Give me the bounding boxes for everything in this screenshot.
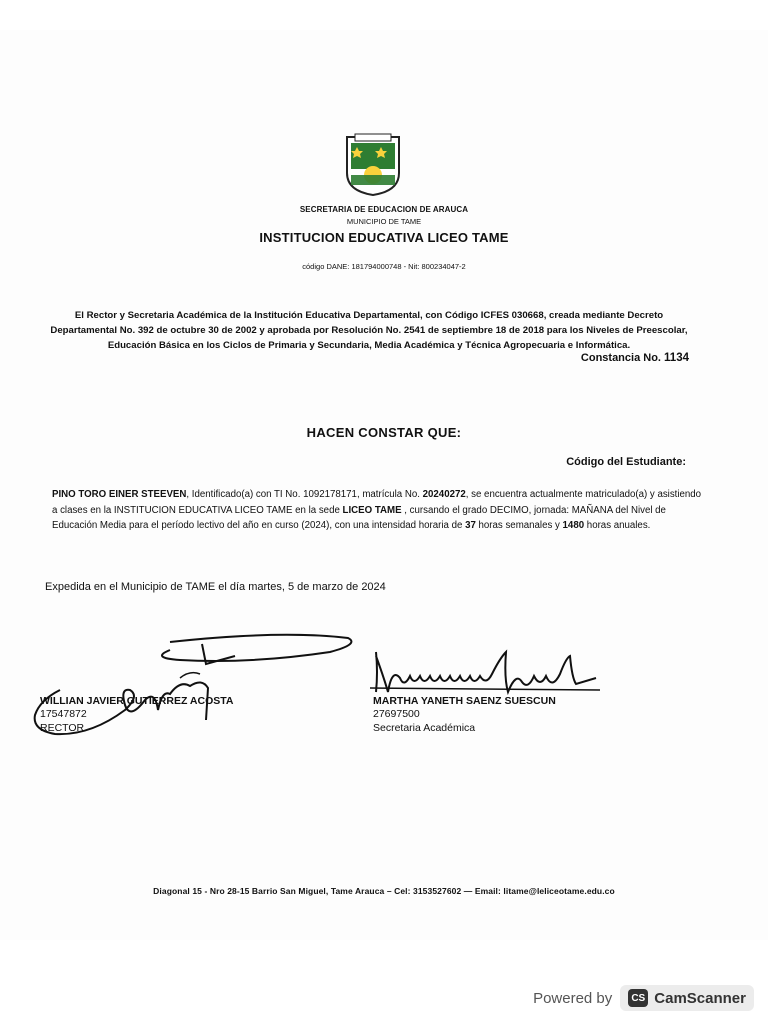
header-secretaria: SECRETARIA DE EDUCACION DE ARAUCA bbox=[299, 205, 469, 214]
camscanner-badge bbox=[620, 985, 754, 1011]
secretaria-id: 27697500 bbox=[373, 708, 420, 720]
rector-role: RECTOR bbox=[40, 722, 85, 734]
weekly-hours: 37 bbox=[465, 520, 476, 531]
constancia-label: Constancia No. bbox=[580, 352, 661, 364]
secretaria-name: MARTHA YANETH SAENZ SUESCUN bbox=[373, 695, 556, 707]
constancia-value: 1134 bbox=[664, 352, 689, 364]
constancia-number bbox=[581, 352, 689, 364]
intro-paragraph: El Rector y Secretaria Académica de la Institución Educativa Departamental, con Código ICFES 030668, creada mediante Decreto Departamental No. 392 de octubre 30 de 2002 y aprobada por Resolución No. 2541 de septiembre 18 de 2018 para los Niveles de Preescolar, Educación Básica en los Ciclos de Primaria y Secundaria, Media Académica y Técnica Agropecuaria e Informática. bbox=[50, 310, 688, 351]
student-code-label: Código del Estudiante: bbox=[566, 456, 686, 468]
certification-body bbox=[52, 487, 702, 534]
matricula-number: 20240272 bbox=[422, 489, 466, 500]
institution-title: INSTITUCION EDUCATIVA LICEO TAME bbox=[259, 230, 509, 245]
issue-date-line: Expedida en el Municipio de TAME el día martes, 5 de marzo de 2024 bbox=[45, 581, 386, 593]
body-part2: , se encuentra actualmente matriculado(a) y asistiendo a clases en la INSTITUCION EDUCATIVA LICEO TAME en la sede bbox=[52, 489, 702, 516]
document-page bbox=[0, 30, 768, 940]
hacen-constar-heading: HACEN CONSTAR QUE: bbox=[306, 425, 462, 440]
header-municipio: MUNICIPIO DE TAME bbox=[346, 217, 422, 226]
rector-name: WILLIAN JAVIER GUTIERREZ ACOSTA bbox=[40, 695, 234, 707]
body-part1: , Identificado(a) con TI No. 1092178171, matrícula No. bbox=[186, 489, 423, 500]
powered-by-label: Powered by bbox=[533, 989, 613, 1007]
body-part3: , cursando el grado DECIMO, jornada: MAÑANA del Nivel de Educación Media para el período lectivo del año en curso (2024), con una intensidad horaria de bbox=[52, 504, 666, 531]
dane-nit-codes: código DANE: 181794000748 - Nit: 800234047-2 bbox=[302, 262, 466, 271]
rector-signature-block bbox=[40, 695, 233, 735]
annual-hours: 1480 bbox=[562, 520, 585, 531]
footer-contact: Diagonal 15 - Nro 28-15 Barrio San Miguel, Tame Arauca – Cel: 3153527602 — Email: litame@leliceotame.edu.co bbox=[153, 886, 615, 896]
camscanner-watermark bbox=[533, 985, 754, 1011]
secretaria-signature-block bbox=[373, 695, 556, 735]
body-part5: horas anuales. bbox=[584, 520, 651, 531]
rector-id: 17547872 bbox=[40, 708, 87, 720]
camscanner-logo-icon: CS bbox=[628, 989, 648, 1007]
body-part4: horas semanales y bbox=[475, 520, 563, 531]
school-crest-logo bbox=[343, 133, 403, 197]
secretaria-signature bbox=[370, 648, 610, 698]
sede-name: LICEO TAME bbox=[342, 504, 402, 516]
secretaria-role: Secretaria Académica bbox=[373, 722, 476, 734]
camscanner-brand: CamScanner bbox=[654, 989, 746, 1007]
student-name: PINO TORO EINER STEEVEN bbox=[52, 489, 187, 500]
